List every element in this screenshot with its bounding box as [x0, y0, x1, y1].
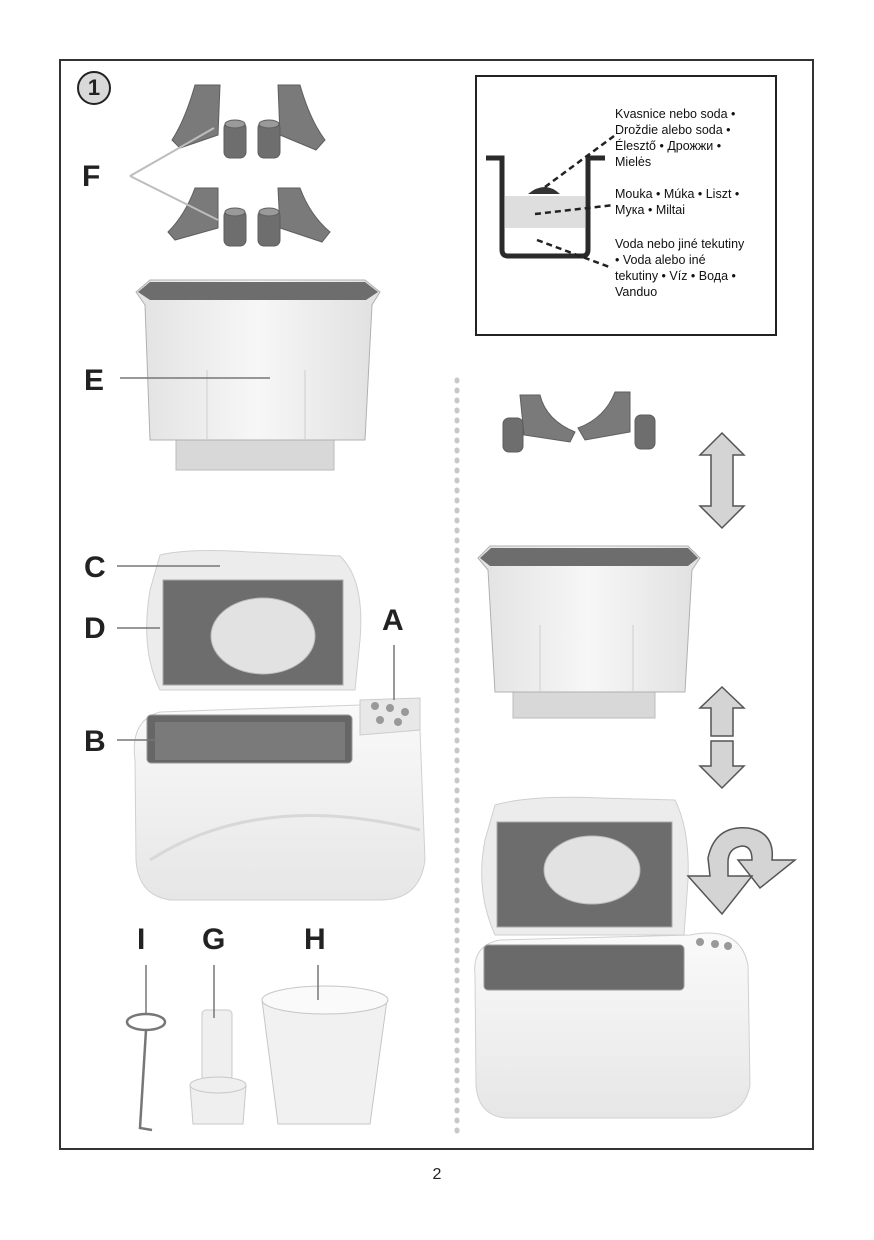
- callout-b: B: [84, 725, 106, 758]
- legend-water: [615, 236, 744, 300]
- figure-number-badge: 1: [77, 71, 111, 105]
- callout-f: F: [82, 160, 101, 193]
- page-number: 2: [432, 1166, 442, 1183]
- legend-flour: [615, 186, 739, 218]
- legend-water-line: tekutiny • Víz • Вода •: [615, 269, 736, 283]
- callout-g: G: [202, 923, 226, 956]
- legend-flour-line: Mouka • Múka • Liszt •: [615, 187, 740, 201]
- bread-maker-right: [475, 797, 750, 1118]
- legend-water-line: Voda nebo jiné tekutiny: [615, 237, 745, 251]
- measuring-spoon-g: [190, 1010, 246, 1124]
- callout-i: I: [137, 923, 146, 956]
- baking-pan-e: [136, 280, 380, 470]
- arrow-double-vertical: [700, 433, 744, 528]
- callout-d: D: [84, 612, 106, 645]
- legend-flour-line: Мука • Miltai: [615, 203, 685, 217]
- callout-c: C: [84, 551, 106, 584]
- legend-water-line: • Voda alebo iné: [615, 253, 706, 267]
- measuring-cup-h: [262, 986, 388, 1124]
- legend-yeast-line: Droždie alebo soda •: [615, 123, 731, 137]
- baking-pan-right: [478, 546, 700, 718]
- arrow-down: [700, 741, 744, 788]
- kneading-paddles-f: [168, 85, 330, 246]
- callout-a: A: [382, 604, 404, 637]
- bread-maker-open: [134, 551, 425, 900]
- callout-e: E: [84, 364, 105, 397]
- removal-hook-i: [127, 1014, 165, 1130]
- callout-h: H: [304, 923, 326, 956]
- rotate-arrow: [688, 828, 795, 914]
- arrow-up: [700, 687, 744, 736]
- kneading-paddles-right: [503, 392, 655, 452]
- legend-water-line: Vanduo: [615, 285, 658, 299]
- legend-yeast-line: Mielės: [615, 155, 652, 169]
- legend-yeast: [615, 106, 735, 170]
- legend-yeast-line: Kvasnice nebo soda •: [615, 107, 736, 121]
- legend-yeast-line: Élesztő • Дрожжи •: [615, 139, 722, 153]
